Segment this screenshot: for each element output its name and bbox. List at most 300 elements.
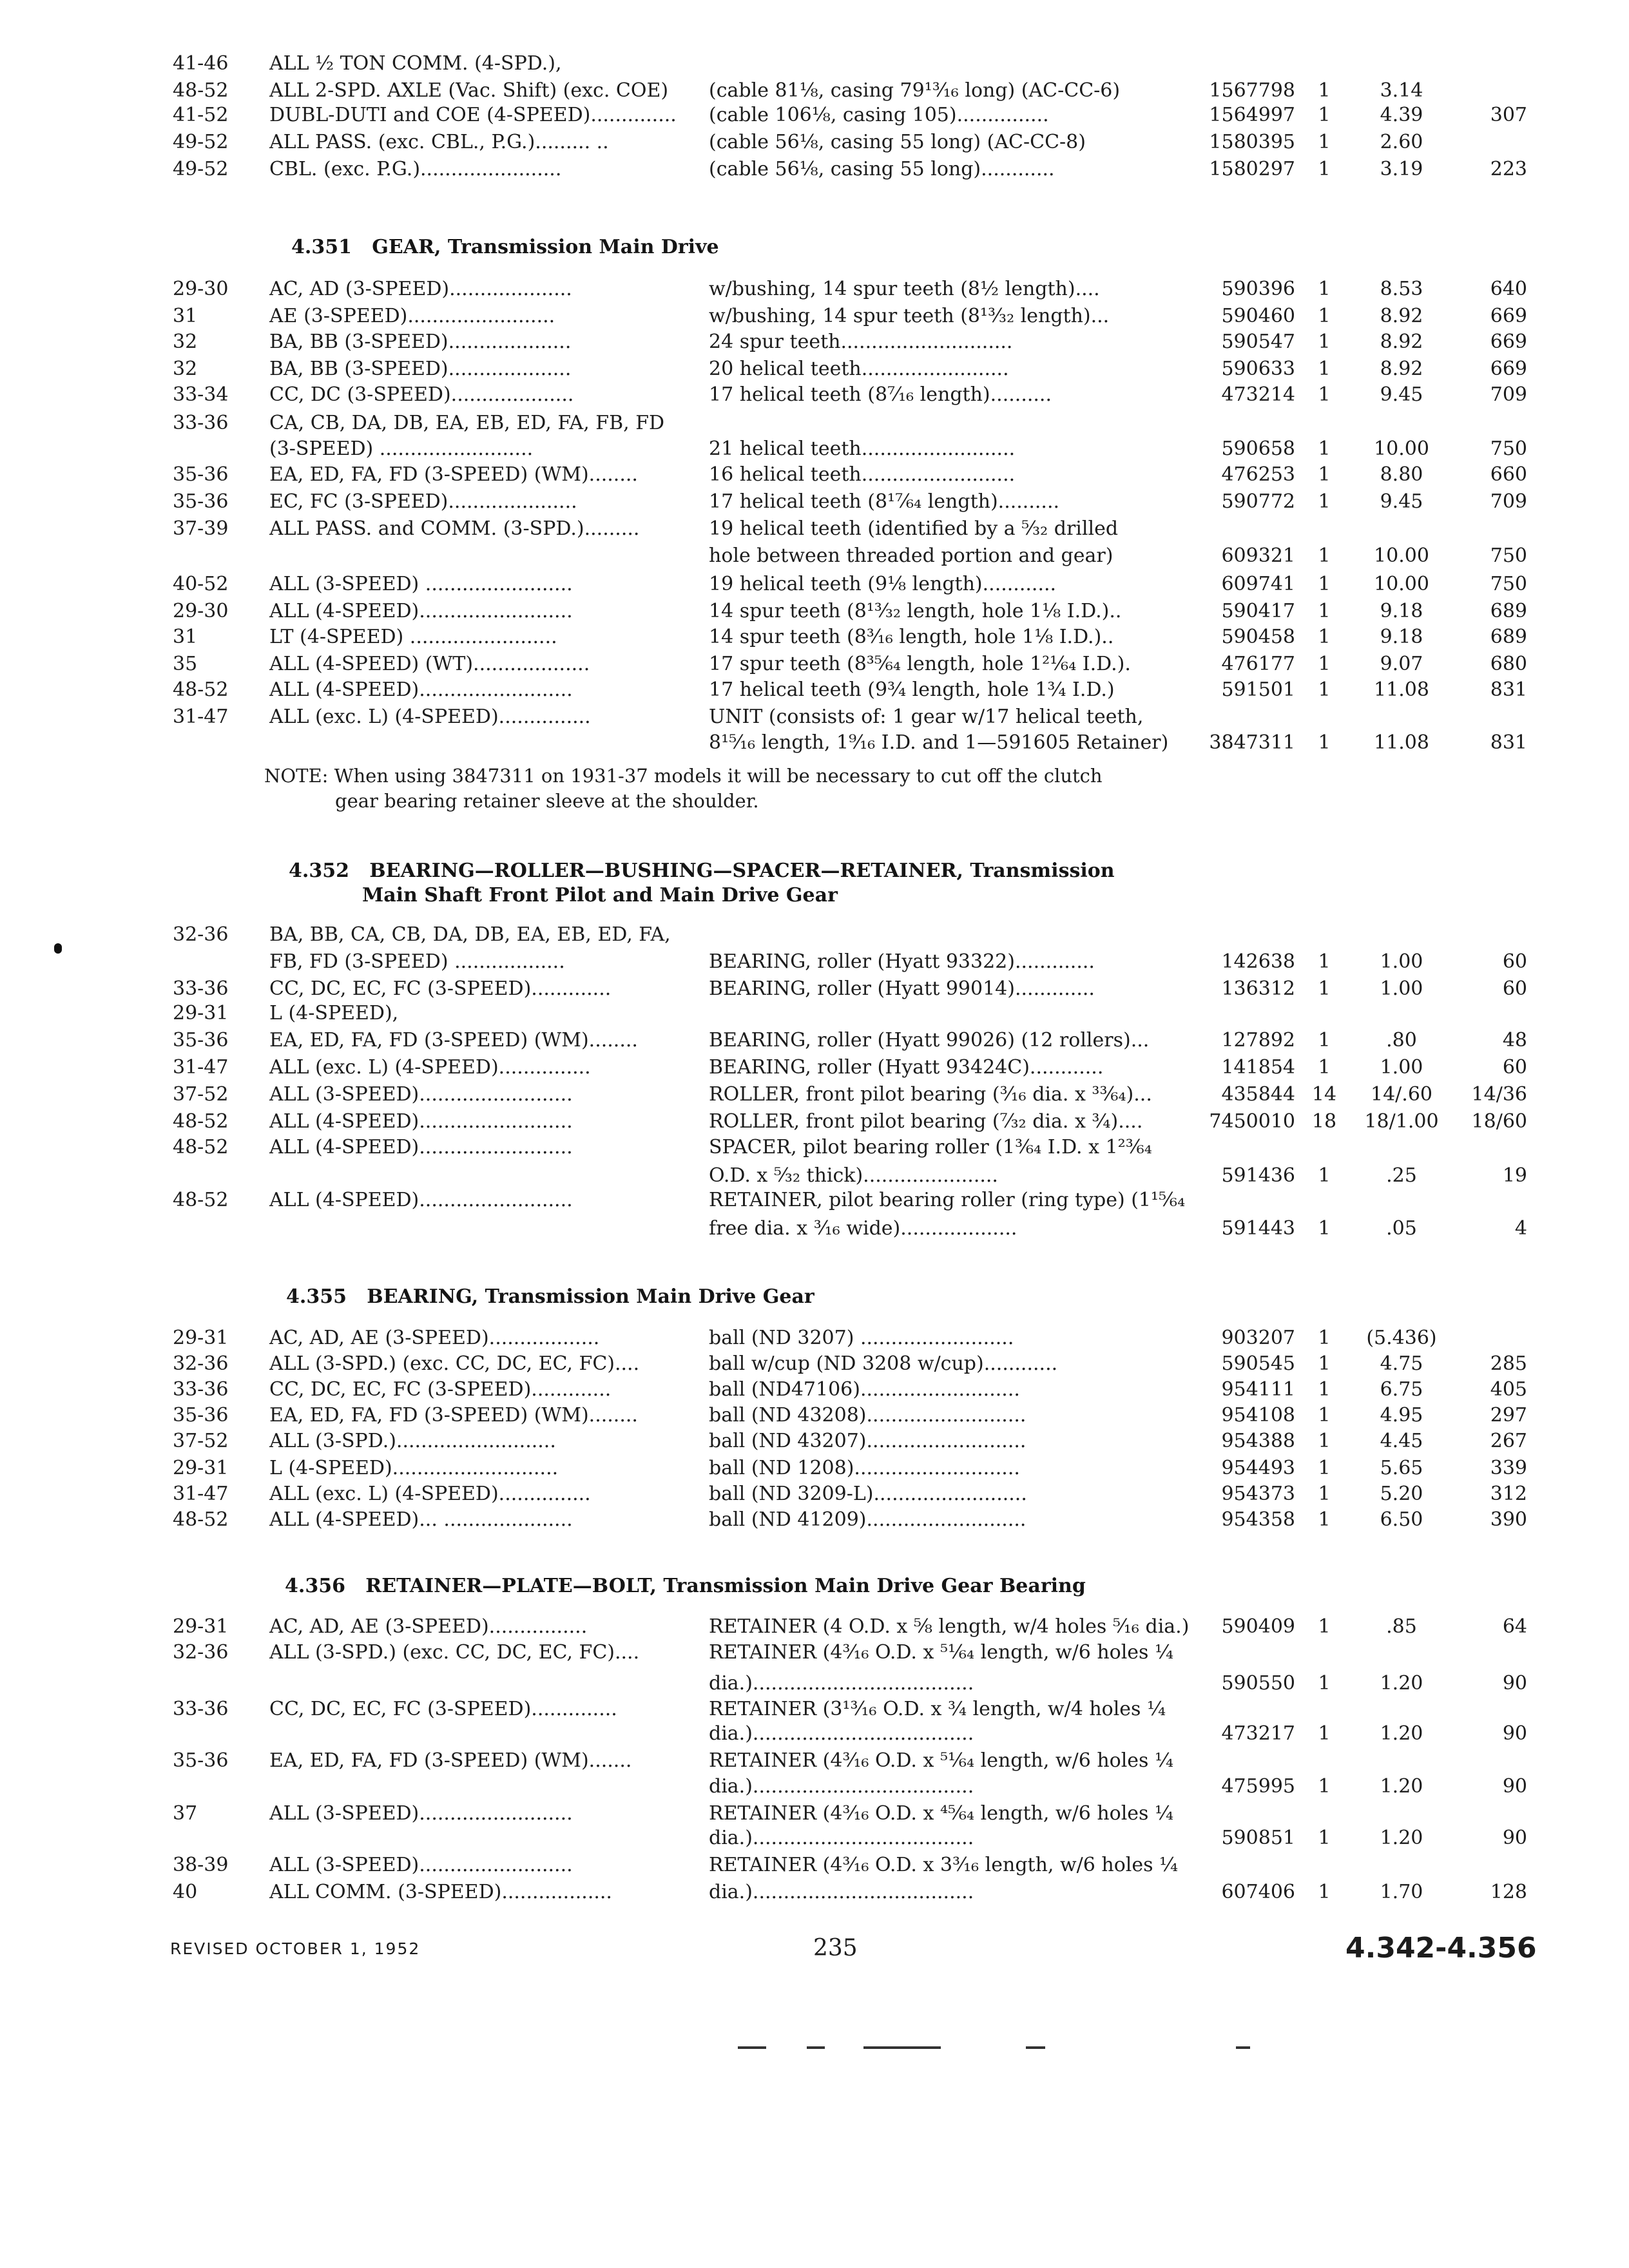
year-range: 33-36 (173, 412, 229, 434)
model-cell: ALL (3-SPD.) (exc. CC, DC, EC, FC).... (269, 1641, 640, 1664)
quantity: 1 (1318, 358, 1331, 380)
description-cell: RETAINER (3¹³⁄₁₆ O.D. x ¾ length, w/4 holes ¼ (709, 1698, 1166, 1720)
description-cell: BEARING, roller (Hyatt 99026) (12 rollers)... (709, 1029, 1150, 1052)
dealer-price: 223 (1490, 158, 1527, 180)
model-cell: ALL (4-SPEED)......................... (269, 678, 573, 701)
list-price: 5.20 (1380, 1483, 1423, 1505)
quantity: 1 (1318, 331, 1331, 353)
description-cell: 24 spur teeth............................ (709, 331, 1013, 353)
scan-mark (1236, 2046, 1250, 2049)
part-number: 142638 (1221, 950, 1295, 973)
list-price: .25 (1386, 1164, 1417, 1187)
list-price: 1.00 (1380, 977, 1423, 1000)
year-range: 33-36 (173, 1698, 229, 1720)
description-cell: dia.).................................... (709, 1775, 974, 1798)
dealer-price: 90 (1502, 1827, 1527, 1849)
list-price: 3.19 (1380, 158, 1423, 180)
dealer-price: 390 (1490, 1508, 1527, 1531)
quantity: 1 (1318, 731, 1331, 754)
year-range: 37-52 (173, 1083, 229, 1106)
quantity: 1 (1318, 158, 1331, 180)
description-cell: ball (ND 3207) ......................... (709, 1327, 1014, 1349)
description-cell: 16 helical teeth......................... (709, 463, 1016, 486)
dealer-price: 64 (1502, 1615, 1527, 1638)
list-price: 4.95 (1380, 1404, 1423, 1427)
list-price: 3.14 (1380, 79, 1423, 102)
description-cell: 17 helical teeth (8⁷⁄₁₆ length).......... (709, 383, 1052, 406)
model-cell: ALL (4-SPEED)......................... (269, 600, 573, 622)
section-heading-4356 (285, 1575, 1086, 1598)
year-range: 29-31 (173, 1327, 229, 1349)
scan-mark (807, 2046, 825, 2049)
model-cell: ALL ½ TON COMM. (4-SPD.), (269, 52, 562, 75)
section-number: 4.355 (286, 1285, 347, 1308)
quantity: 1 (1318, 573, 1331, 595)
description-cell: BEARING, roller (Hyatt 99014)............. (709, 977, 1095, 1000)
model-cell: ALL (exc. L) (4-SPEED)............... (269, 1056, 591, 1079)
description-cell: 14 spur teeth (8¹³⁄₃₂ length, hole 1⅛ I.D.).. (709, 600, 1122, 622)
dealer-price: 4 (1514, 1217, 1527, 1240)
list-price: 8.92 (1380, 305, 1423, 327)
part-number: 475995 (1221, 1775, 1295, 1798)
description-cell: ball (ND 1208)........................... (709, 1457, 1020, 1479)
model-cell: ALL (3-SPD.).......................... (269, 1430, 556, 1452)
model-cell: AC, AD, AE (3-SPEED).................. (269, 1327, 600, 1349)
dealer-price: 267 (1490, 1430, 1527, 1452)
quantity: 1 (1318, 1378, 1331, 1401)
dealer-price: 750 (1490, 437, 1527, 460)
model-cell: AC, AD, AE (3-SPEED)................ (269, 1615, 588, 1638)
part-number: 607406 (1221, 1881, 1295, 1903)
dealer-price: 90 (1502, 1775, 1527, 1798)
list-price: 6.50 (1380, 1508, 1423, 1531)
section-number: 4.351 (291, 236, 352, 258)
section-heading-4351 (291, 236, 719, 259)
scan-mark (1026, 2046, 1045, 2049)
year-range: 32-36 (173, 1641, 229, 1664)
description-cell: 20 helical teeth........................ (709, 358, 1009, 380)
description-cell: (cable 56⅛, casing 55 long) (AC-CC-8) (709, 131, 1086, 153)
part-number: 609321 (1221, 544, 1295, 567)
description-cell: BEARING, roller (Hyatt 93424C)............ (709, 1056, 1104, 1079)
description-cell: 14 spur teeth (8³⁄₁₆ length, hole 1⅛ I.D.).. (709, 626, 1114, 648)
section-heading-4352-line2: Main Shaft Front Pilot and Main Drive Gear (362, 884, 838, 907)
year-range: 48-52 (173, 1508, 229, 1531)
list-price: 4.45 (1380, 1430, 1423, 1452)
description-cell: O.D. x ⁵⁄₃₂ thick)...................... (709, 1164, 998, 1187)
dealer-price: 19 (1502, 1164, 1527, 1187)
page-number: 235 (813, 1935, 858, 1961)
quantity: 1 (1318, 1483, 1331, 1505)
model-cell: (3-SPEED) ......................... (269, 437, 534, 460)
quantity: 1 (1318, 1404, 1331, 1427)
part-number: 3847311 (1209, 731, 1295, 754)
description-cell: dia.).................................... (709, 1881, 974, 1903)
list-price: 9.45 (1380, 383, 1423, 406)
list-price: 10.00 (1374, 437, 1429, 460)
part-number: 591501 (1221, 678, 1295, 701)
part-number: 590396 (1221, 278, 1295, 300)
description-cell: RETAINER (4³⁄₁₆ O.D. x 3³⁄₁₆ length, w/6 holes ¼ (709, 1854, 1179, 1876)
year-range: 37-52 (173, 1430, 229, 1452)
part-number: 141854 (1221, 1056, 1295, 1079)
dealer-price: 48 (1502, 1029, 1527, 1052)
quantity: 1 (1318, 1722, 1331, 1745)
part-number: 590633 (1221, 358, 1295, 380)
description-cell: 19 helical teeth (9⅛ length)............ (709, 573, 1057, 595)
model-cell: EA, ED, FA, FD (3-SPEED) (WM)........ (269, 1404, 638, 1427)
quantity: 1 (1318, 653, 1331, 675)
quantity: 18 (1311, 1110, 1337, 1133)
year-range: 29-30 (173, 600, 229, 622)
description-cell: (cable 81⅛, casing 79¹³⁄₁₆ long) (AC-CC-6) (709, 79, 1121, 102)
quantity: 1 (1318, 678, 1331, 701)
description-cell: (cable 106⅛, casing 105)............... (709, 104, 1049, 126)
part-number: 590458 (1221, 626, 1295, 648)
model-cell: ALL (3-SPEED)......................... (269, 1854, 573, 1876)
model-cell: ALL 2-SPD. AXLE (Vac. Shift) (exc. COE) (269, 79, 669, 102)
quantity: 1 (1318, 1457, 1331, 1479)
part-number: 476177 (1221, 653, 1295, 675)
dealer-price: 680 (1490, 653, 1527, 675)
year-range: 35-36 (173, 1404, 229, 1427)
model-cell: ALL (4-SPEED)......................... (269, 1136, 573, 1158)
description-cell: free dia. x ³⁄₁₆ wide)................... (709, 1217, 1017, 1240)
description-cell: dia.).................................... (709, 1827, 974, 1849)
section-heading-4352 (289, 860, 1115, 883)
dealer-price: 90 (1502, 1722, 1527, 1745)
list-price: 11.08 (1374, 678, 1429, 701)
list-price: 4.75 (1380, 1352, 1423, 1375)
part-number: 590409 (1221, 1615, 1295, 1638)
model-cell: ALL (4-SPEED)......................... (269, 1110, 573, 1133)
dealer-price: 60 (1502, 977, 1527, 1000)
year-range: 48-52 (173, 1110, 229, 1133)
part-number: 473214 (1221, 383, 1295, 406)
dealer-price: 60 (1502, 950, 1527, 973)
model-cell: BA, BB (3-SPEED).................... (269, 358, 572, 380)
part-number: 127892 (1221, 1029, 1295, 1052)
list-price: 9.18 (1380, 600, 1423, 622)
model-cell: CC, DC (3-SPEED).................... (269, 383, 574, 406)
list-price: .85 (1386, 1615, 1417, 1638)
year-range: 31 (173, 626, 198, 648)
dealer-price: 689 (1490, 626, 1527, 648)
quantity: 1 (1318, 79, 1331, 102)
part-number: 1580395 (1209, 131, 1295, 153)
model-cell: AE (3-SPEED)........................ (269, 305, 555, 327)
description-cell: SPACER, pilot bearing roller (1³⁄₆₄ I.D. x 1²³⁄₆₄ (709, 1136, 1152, 1158)
quantity: 1 (1318, 600, 1331, 622)
part-number: 1567798 (1209, 79, 1295, 102)
list-price: 5.65 (1380, 1457, 1423, 1479)
dealer-price: 709 (1490, 383, 1527, 406)
description-cell: RETAINER, pilot bearing roller (ring type) (1¹⁵⁄₆₄ (709, 1189, 1186, 1211)
dealer-price: 831 (1490, 731, 1527, 754)
description-cell: UNIT (consists of: 1 gear w/17 helical teeth, (709, 706, 1144, 728)
model-cell: ALL (4-SPEED)... ..................... (269, 1508, 573, 1531)
dealer-price: 669 (1490, 331, 1527, 353)
list-price: 6.75 (1380, 1378, 1423, 1401)
list-price: 8.80 (1380, 463, 1423, 486)
scan-mark (54, 943, 62, 954)
part-number: 590545 (1221, 1352, 1295, 1375)
model-cell: ALL (3-SPD.) (exc. CC, DC, EC, FC).... (269, 1352, 640, 1375)
model-cell: EC, FC (3-SPEED)..................... (269, 490, 577, 513)
description-cell: 8¹⁵⁄₁₆ length, 1⁹⁄₁₆ I.D. and 1—591605 Retainer) (709, 731, 1169, 754)
dealer-price: 297 (1490, 1404, 1527, 1427)
list-price: 1.70 (1380, 1881, 1423, 1903)
dealer-price: 18/60 (1471, 1110, 1527, 1133)
model-cell: L (4-SPEED), (269, 1002, 399, 1024)
model-cell: CC, DC, EC, FC (3-SPEED).............. (269, 1698, 617, 1720)
description-cell: 21 helical teeth......................... (709, 437, 1016, 460)
model-cell: ALL (3-SPEED)......................... (269, 1802, 573, 1825)
quantity: 1 (1318, 950, 1331, 973)
description-cell: RETAINER (4 O.D. x ⅝ length, w/4 holes ⁵⁄₁₆ dia.) (709, 1615, 1190, 1638)
description-cell: ball w/cup (ND 3208 w/cup)............ (709, 1352, 1058, 1375)
list-price: 4.39 (1380, 104, 1423, 126)
scan-mark (863, 2046, 941, 2049)
scan-mark (738, 2046, 766, 2049)
list-price: 1.00 (1380, 950, 1423, 973)
part-number: 590851 (1221, 1827, 1295, 1849)
description-cell: ROLLER, front pilot bearing (⁷⁄₃₂ dia. x ¾).... (709, 1110, 1143, 1133)
quantity: 1 (1318, 1430, 1331, 1452)
description-cell: RETAINER (4³⁄₁₆ O.D. x ⁵¹⁄₆₄ length, w/6 holes ¼ (709, 1749, 1174, 1772)
description-cell: hole between threaded portion and gear) (709, 544, 1113, 567)
year-range: 48-52 (173, 79, 229, 102)
model-cell: ALL (4-SPEED)......................... (269, 1189, 573, 1211)
model-cell: EA, ED, FA, FD (3-SPEED) (WM)........ (269, 463, 638, 486)
list-price: 8.53 (1380, 278, 1423, 300)
year-range: 35-36 (173, 463, 229, 486)
description-cell: (cable 56⅛, casing 55 long)............ (709, 158, 1055, 180)
dealer-price: 14/36 (1471, 1083, 1527, 1106)
section-heading-4355 (286, 1285, 815, 1309)
part-number: 954388 (1221, 1430, 1295, 1452)
description-cell: w/bushing, 14 spur teeth (8¹³⁄₃₂ length)... (709, 305, 1110, 327)
model-cell: ALL (4-SPEED) (WT)................... (269, 653, 590, 675)
model-cell: ALL PASS. and COMM. (3-SPD.)......... (269, 517, 640, 540)
revised-date: REVISED OCTOBER 1, 1952 (170, 1939, 421, 1958)
description-cell: w/bushing, 14 spur teeth (8½ length).... (709, 278, 1100, 300)
model-cell: CC, DC, EC, FC (3-SPEED)............. (269, 977, 612, 1000)
model-cell: CBL. (exc. P.G.)....................... (269, 158, 562, 180)
model-cell: DUBL-DUTI and COE (4-SPEED).............. (269, 104, 677, 126)
year-range: 41-52 (173, 104, 229, 126)
model-cell: EA, ED, FA, FD (3-SPEED) (WM)....... (269, 1749, 632, 1772)
description-cell: dia.).................................... (709, 1722, 974, 1745)
quantity: 1 (1318, 977, 1331, 1000)
list-price: 1.20 (1380, 1775, 1423, 1798)
quantity: 14 (1311, 1083, 1337, 1106)
part-number: 476253 (1221, 463, 1295, 486)
year-range: 29-30 (173, 278, 229, 300)
part-number: 1580297 (1209, 158, 1295, 180)
part-number: 590550 (1221, 1672, 1295, 1695)
list-price: 1.20 (1380, 1827, 1423, 1849)
year-range: 38-39 (173, 1854, 229, 1876)
year-range: 35-36 (173, 490, 229, 513)
description-cell: ball (ND 3209-L)......................... (709, 1483, 1027, 1505)
description-cell: ball (ND47106).......................... (709, 1378, 1020, 1401)
note-line-1: NOTE: When using 3847311 on 1931-37 models it will be necessary to cut off the clutch (264, 765, 1103, 787)
quantity: 1 (1318, 463, 1331, 486)
part-number: 954358 (1221, 1508, 1295, 1531)
model-cell: ALL (exc. L) (4-SPEED)............... (269, 1483, 591, 1505)
description-cell: ball (ND 43208).......................... (709, 1404, 1027, 1427)
dealer-price: 660 (1490, 463, 1527, 486)
note-line-2: gear bearing retainer sleeve at the shoulder. (335, 790, 759, 812)
year-range: 48-52 (173, 678, 229, 701)
quantity: 1 (1318, 626, 1331, 648)
part-number: 590417 (1221, 600, 1295, 622)
quantity: 1 (1318, 490, 1331, 513)
year-range: 29-31 (173, 1615, 229, 1638)
year-range: 32 (173, 358, 198, 380)
quantity: 1 (1318, 305, 1331, 327)
model-cell: ALL COMM. (3-SPEED).................. (269, 1881, 612, 1903)
dealer-price: 709 (1490, 490, 1527, 513)
quantity: 1 (1318, 1327, 1331, 1349)
part-number: 473217 (1221, 1722, 1295, 1745)
year-range: 49-52 (173, 131, 229, 153)
part-number: 590547 (1221, 331, 1295, 353)
part-number: 7450010 (1209, 1110, 1295, 1133)
year-range: 35-36 (173, 1029, 229, 1052)
dealer-price: 750 (1490, 573, 1527, 595)
model-cell: EA, ED, FA, FD (3-SPEED) (WM)........ (269, 1029, 638, 1052)
list-price: .80 (1386, 1029, 1417, 1052)
part-number: 590772 (1221, 490, 1295, 513)
dealer-price: 339 (1490, 1457, 1527, 1479)
year-range: 37-39 (173, 517, 229, 540)
dealer-price: 640 (1490, 278, 1527, 300)
model-cell: ALL (3-SPEED) ........................ (269, 573, 573, 595)
quantity: 1 (1318, 1827, 1331, 1849)
model-cell: L (4-SPEED)........................... (269, 1457, 559, 1479)
part-number: 591436 (1221, 1164, 1295, 1187)
model-cell: ALL PASS. (exc. CBL., P.G.)......... .. (269, 131, 609, 153)
part-number: 609741 (1221, 573, 1295, 595)
description-cell: RETAINER (4³⁄₁₆ O.D. x ⁵¹⁄₆₄ length, w/6 holes ¼ (709, 1641, 1174, 1664)
dealer-price: 405 (1490, 1378, 1527, 1401)
description-cell: 19 helical teeth (identified by a ⁵⁄₃₂ drilled (709, 517, 1119, 540)
list-price: .05 (1386, 1217, 1417, 1240)
part-number: 954108 (1221, 1404, 1295, 1427)
quantity: 1 (1318, 383, 1331, 406)
quantity: 1 (1318, 104, 1331, 126)
model-cell: BA, BB, CA, CB, DA, DB, EA, EB, ED, FA, (269, 923, 671, 946)
quantity: 1 (1318, 1775, 1331, 1798)
list-price: 9.45 (1380, 490, 1423, 513)
year-range: 32-36 (173, 923, 229, 946)
list-price: 1.20 (1380, 1722, 1423, 1745)
quantity: 1 (1318, 1881, 1331, 1903)
year-range: 41-46 (173, 52, 229, 75)
quantity: 1 (1318, 1352, 1331, 1375)
section-title: BEARING—ROLLER—BUSHING—SPACER—RETAINER, Transmission (369, 860, 1115, 882)
year-range: 31-47 (173, 706, 229, 728)
list-price: 9.18 (1380, 626, 1423, 648)
part-number: 136312 (1221, 977, 1295, 1000)
year-range: 31-47 (173, 1483, 229, 1505)
part-number: 954373 (1221, 1483, 1295, 1505)
model-cell: LT (4-SPEED) ........................ (269, 626, 557, 648)
quantity: 1 (1318, 1672, 1331, 1695)
year-range: 32-36 (173, 1352, 229, 1375)
model-cell: CC, DC, EC, FC (3-SPEED)............. (269, 1378, 612, 1401)
model-cell: FB, FD (3-SPEED) .................. (269, 950, 565, 973)
part-number: 954493 (1221, 1457, 1295, 1479)
quantity: 1 (1318, 278, 1331, 300)
dealer-price: 750 (1490, 544, 1527, 567)
model-cell: CA, CB, DA, DB, EA, EB, ED, FA, FB, FD (269, 412, 665, 434)
list-price: 18/1.00 (1364, 1110, 1439, 1133)
list-price: 10.00 (1374, 573, 1429, 595)
dealer-price: 90 (1502, 1672, 1527, 1695)
description-cell: 17 spur teeth (8³⁵⁄₆₄ length, hole 1²¹⁄₆₄ I.D.). (709, 653, 1131, 675)
year-range: 49-52 (173, 158, 229, 180)
quantity: 1 (1318, 437, 1331, 460)
list-price: (5.436) (1366, 1327, 1437, 1349)
section-number: 4.352 (289, 860, 349, 882)
model-cell: ALL (exc. L) (4-SPEED)............... (269, 706, 591, 728)
part-number: 1564997 (1209, 104, 1295, 126)
description-cell: ROLLER, front pilot bearing (³⁄₁₆ dia. x ³³⁄₆₄)... (709, 1083, 1152, 1106)
description-cell: RETAINER (4³⁄₁₆ O.D. x ⁴⁵⁄₆₄ length, w/6 holes ¼ (709, 1802, 1174, 1825)
quantity: 1 (1318, 131, 1331, 153)
year-range: 48-52 (173, 1136, 229, 1158)
section-range: 4.342-4.356 (1345, 1932, 1537, 1965)
year-range: 31 (173, 305, 198, 327)
part-number: 435844 (1221, 1083, 1295, 1106)
description-cell: ball (ND 43207).......................... (709, 1430, 1027, 1452)
list-price: 1.00 (1380, 1056, 1423, 1079)
section-number: 4.356 (285, 1575, 345, 1597)
dealer-price: 669 (1490, 358, 1527, 380)
list-price: 8.92 (1380, 358, 1423, 380)
list-price: 9.07 (1380, 653, 1423, 675)
part-number: 954111 (1221, 1378, 1295, 1401)
dealer-price: 60 (1502, 1056, 1527, 1079)
model-cell: ALL (3-SPEED)......................... (269, 1083, 573, 1106)
part-number: 590460 (1221, 305, 1295, 327)
description-cell: BEARING, roller (Hyatt 93322)............. (709, 950, 1095, 973)
year-range: 33-36 (173, 1378, 229, 1401)
dealer-price: 285 (1490, 1352, 1527, 1375)
dealer-price: 307 (1490, 104, 1527, 126)
year-range: 40-52 (173, 573, 229, 595)
quantity: 1 (1318, 1056, 1331, 1079)
quantity: 1 (1318, 1164, 1331, 1187)
dealer-price: 312 (1490, 1483, 1527, 1505)
quantity: 1 (1318, 1508, 1331, 1531)
dealer-price: 669 (1490, 305, 1527, 327)
section-title: GEAR, Transmission Main Drive (372, 236, 719, 258)
quantity: 1 (1318, 1029, 1331, 1052)
section-title: BEARING, Transmission Main Drive Gear (367, 1285, 815, 1308)
dealer-price: 689 (1490, 600, 1527, 622)
description-cell: dia.).................................... (709, 1672, 974, 1695)
year-range: 35 (173, 653, 198, 675)
dealer-price: 831 (1490, 678, 1527, 701)
list-price: 14/.60 (1371, 1083, 1432, 1106)
list-price: 8.92 (1380, 331, 1423, 353)
year-range: 29-31 (173, 1002, 229, 1024)
description-cell: 17 helical teeth (9¾ length, hole 1¾ I.D.) (709, 678, 1115, 701)
